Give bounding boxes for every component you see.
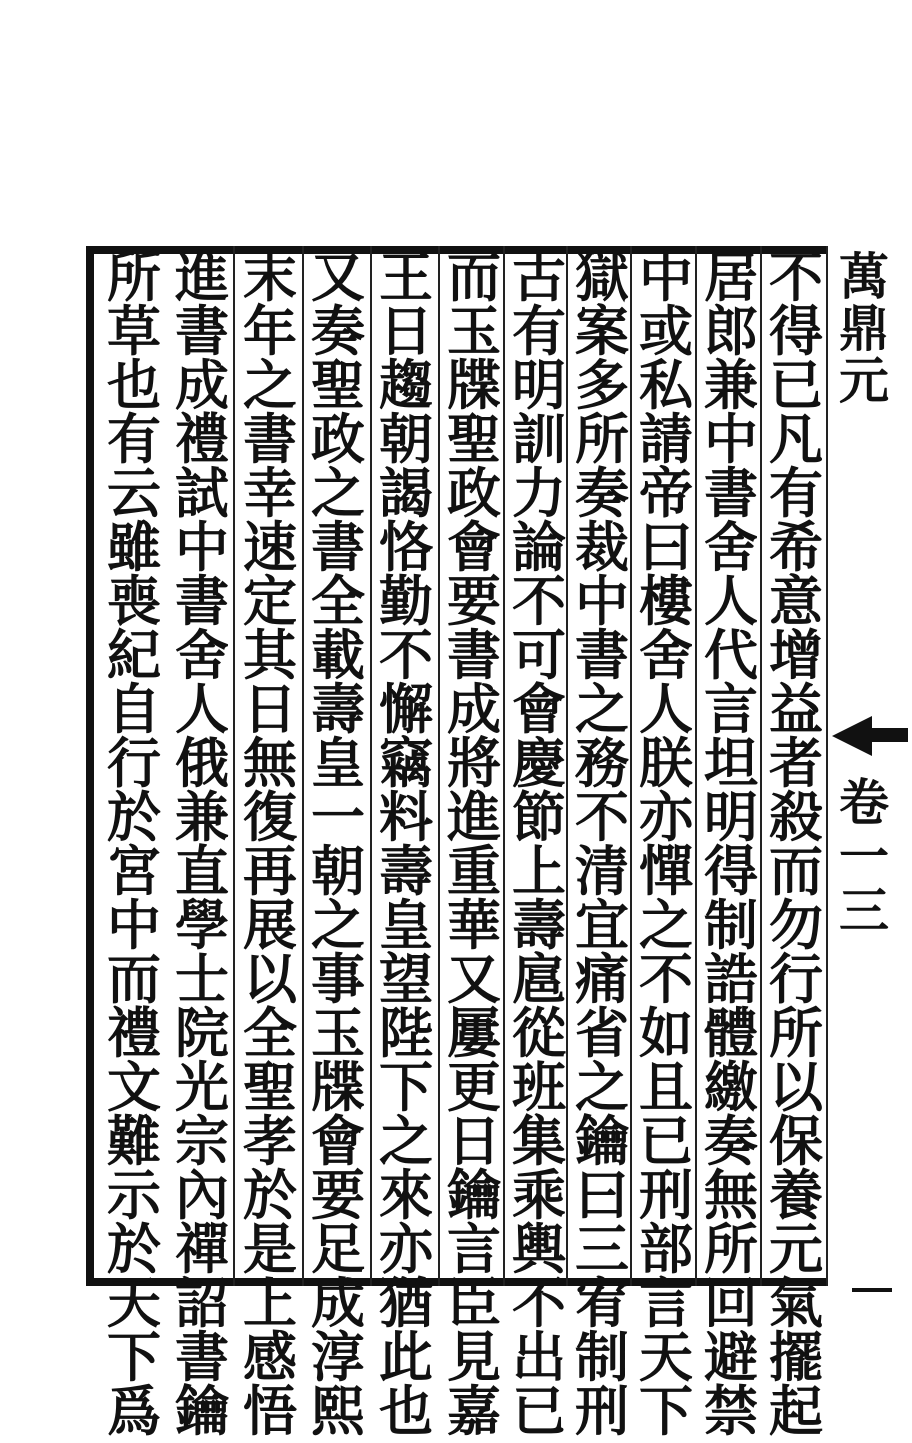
character: 中	[575, 569, 629, 633]
character: 不	[575, 785, 629, 849]
character: 士	[175, 947, 229, 1011]
character: 起	[769, 1379, 823, 1443]
page-margin-block	[832, 240, 908, 1286]
character: 氣	[769, 1271, 823, 1335]
character: 日	[243, 677, 297, 741]
character: 定	[243, 569, 297, 633]
character: 舍	[704, 515, 758, 579]
character: 試	[175, 461, 229, 525]
character: 不	[512, 569, 566, 633]
character: 孝	[243, 1109, 297, 1173]
text-column	[100, 245, 168, 1443]
text-column	[632, 245, 700, 1443]
character: 有	[107, 407, 161, 471]
character: 示	[107, 1163, 161, 1227]
character: 聖	[447, 407, 501, 471]
character: 養	[769, 1163, 823, 1227]
character: 勤	[379, 569, 433, 633]
character: 會	[447, 515, 501, 579]
character: 皇	[311, 731, 365, 795]
character: 不	[512, 1271, 566, 1335]
character: 來	[379, 1163, 433, 1227]
character: 難	[107, 1109, 161, 1173]
character: 竊	[379, 731, 433, 795]
character: 朕	[639, 731, 693, 795]
character: 制	[704, 893, 758, 957]
character: 舍	[175, 623, 229, 687]
character: 朝	[311, 839, 365, 903]
character: 禮	[107, 1001, 161, 1065]
character: 鑰	[575, 1109, 629, 1173]
character: 宗	[175, 1109, 229, 1173]
character: 猶	[379, 1271, 433, 1335]
text-column	[762, 245, 830, 1443]
character: 不	[639, 947, 693, 1011]
character: 書	[175, 299, 229, 363]
character: 牒	[311, 1055, 365, 1119]
text-column	[505, 245, 573, 1443]
character: 痛	[575, 947, 629, 1011]
character: 憚	[639, 839, 693, 903]
character: 再	[243, 839, 297, 903]
character: 日	[447, 1109, 501, 1173]
character: 居	[704, 245, 758, 309]
character: 坦	[704, 731, 758, 795]
character: 淳	[311, 1325, 365, 1389]
character: 鑰	[447, 1163, 501, 1227]
character: 屢	[447, 1001, 501, 1065]
character: 幸	[243, 461, 297, 525]
character: 人	[175, 677, 229, 741]
character: 禪	[175, 1217, 229, 1281]
character: 書	[311, 515, 365, 579]
character: 集	[512, 1109, 566, 1173]
character: 宮	[107, 839, 161, 903]
character: 行	[107, 731, 161, 795]
character: 將	[447, 731, 501, 795]
character: 所	[107, 245, 161, 309]
character: 繳	[704, 1055, 758, 1119]
character: 班	[512, 1055, 566, 1119]
character: 天	[107, 1271, 161, 1335]
character: 明	[704, 785, 758, 849]
character: 詔	[175, 1271, 229, 1335]
text-column	[304, 245, 372, 1443]
character: 會	[311, 1109, 365, 1173]
character: 宥	[575, 1271, 629, 1335]
character: 之	[379, 1109, 433, 1173]
character: 於	[107, 785, 161, 849]
character: 內	[175, 1163, 229, 1227]
character: 復	[243, 785, 297, 849]
character: 成	[311, 1271, 365, 1335]
character: 曰	[575, 1163, 629, 1227]
character: 政	[311, 407, 365, 471]
character: 成	[175, 353, 229, 417]
character: 凡	[769, 407, 823, 471]
character: 所	[704, 1217, 758, 1281]
book-title: 萬鼎元	[831, 250, 890, 406]
character: 聖	[243, 1055, 297, 1119]
character: 料	[379, 785, 433, 849]
character: 載	[311, 623, 365, 687]
character: 刑	[575, 1379, 629, 1443]
character: 裁	[575, 515, 629, 579]
character: 獄	[575, 245, 629, 309]
character: 請	[639, 407, 693, 471]
character: 之	[575, 1055, 629, 1119]
character: 紀	[107, 623, 161, 687]
character: 光	[175, 1055, 229, 1119]
character: 文	[107, 1055, 161, 1119]
character: 且	[639, 1055, 693, 1119]
character: 見	[447, 1325, 501, 1389]
character: 下	[379, 1055, 433, 1119]
character: 末	[243, 245, 297, 309]
character: 禮	[175, 407, 229, 471]
text-column	[236, 245, 304, 1443]
character: 日	[379, 299, 433, 363]
fish-tail-mark-icon	[832, 716, 872, 756]
character: 兼	[175, 785, 229, 849]
character: 直	[175, 839, 229, 903]
character: 趨	[379, 353, 433, 417]
character: 體	[704, 1001, 758, 1065]
character: 喪	[107, 569, 161, 633]
character: 壽	[379, 839, 433, 903]
character: 鑰	[175, 1379, 229, 1443]
character: 牒	[447, 353, 501, 417]
character: 多	[575, 353, 629, 417]
character: 感	[243, 1325, 297, 1389]
character: 是	[243, 1217, 297, 1281]
character: 書	[575, 623, 629, 687]
character: 俄	[175, 731, 229, 795]
character: 宜	[575, 893, 629, 957]
character: 增	[769, 623, 823, 687]
character: 乘	[512, 1163, 566, 1227]
character: 書	[175, 569, 229, 633]
character: 言	[704, 677, 758, 741]
character: 云	[107, 461, 161, 525]
character: 皇	[379, 893, 433, 957]
character: 學	[175, 893, 229, 957]
character: 兼	[704, 353, 758, 417]
character: 已	[639, 1109, 693, 1173]
character: 臣	[447, 1271, 501, 1335]
character: 聖	[311, 353, 365, 417]
character: 制	[575, 1325, 629, 1389]
character: 行	[769, 947, 823, 1011]
character: 之	[575, 677, 629, 741]
character: 雖	[107, 515, 161, 579]
character: 郎	[704, 299, 758, 363]
character: 亦	[639, 785, 693, 849]
character: 又	[447, 947, 501, 1011]
character: 於	[243, 1163, 297, 1227]
character: 玉	[447, 299, 501, 363]
character: 玉	[311, 1001, 365, 1065]
character: 懈	[379, 677, 433, 741]
character: 舍	[639, 623, 693, 687]
character: 力	[512, 461, 566, 525]
character: 古	[512, 245, 566, 309]
character: 全	[311, 569, 365, 633]
character: 刑	[639, 1163, 693, 1227]
character: 有	[769, 461, 823, 525]
page-mark	[852, 1288, 892, 1292]
character: 禁	[704, 1379, 758, 1443]
character: 節	[512, 785, 566, 849]
character: 也	[107, 353, 161, 417]
character: 清	[575, 839, 629, 903]
character: 書	[704, 461, 758, 525]
character: 於	[107, 1217, 161, 1281]
character: 以	[769, 1055, 823, 1119]
character: 草	[107, 299, 161, 363]
character: 無	[704, 1163, 758, 1227]
character: 又	[311, 245, 365, 309]
character: 誥	[704, 947, 758, 1011]
juan-number: 卷一三	[831, 776, 890, 938]
text-column	[168, 245, 236, 1443]
character: 謁	[379, 461, 433, 525]
character: 中	[704, 407, 758, 471]
character: 亦	[379, 1217, 433, 1281]
character: 人	[704, 569, 758, 633]
character: 希	[769, 515, 823, 579]
character: 會	[512, 677, 566, 741]
character: 從	[512, 1001, 566, 1065]
character: 悟	[243, 1379, 297, 1443]
character: 之	[243, 353, 297, 417]
character: 訓	[512, 407, 566, 471]
character: 部	[639, 1217, 693, 1281]
character: 勿	[769, 893, 823, 957]
character: 而	[447, 245, 501, 309]
character: 已	[769, 353, 823, 417]
character: 下	[639, 1379, 693, 1443]
character: 不	[769, 245, 823, 309]
character: 擺	[769, 1325, 823, 1389]
character: 成	[447, 677, 501, 741]
character: 中	[639, 245, 693, 309]
fish-tail-bar	[872, 728, 908, 742]
character: 言	[639, 1271, 693, 1335]
character: 輿	[512, 1217, 566, 1281]
character: 上	[243, 1271, 297, 1335]
character: 如	[639, 1001, 693, 1065]
character: 書	[175, 1325, 229, 1389]
character: 政	[447, 461, 501, 525]
character: 嘉	[447, 1379, 501, 1443]
character: 上	[512, 839, 566, 903]
character: 重	[447, 839, 501, 903]
character: 意	[769, 569, 823, 633]
character: 代	[704, 623, 758, 687]
character: 案	[575, 299, 629, 363]
character: 避	[704, 1325, 758, 1389]
character: 人	[639, 677, 693, 741]
text-column	[440, 245, 508, 1443]
character: 事	[311, 947, 365, 1011]
character: 論	[512, 515, 566, 579]
character: 樓	[639, 569, 693, 633]
character: 帝	[639, 461, 693, 525]
character: 其	[243, 623, 297, 687]
character: 私	[639, 353, 693, 417]
character: 速	[243, 515, 297, 579]
character: 要	[447, 569, 501, 633]
character: 之	[311, 461, 365, 525]
character: 也	[379, 1379, 433, 1443]
character: 進	[447, 785, 501, 849]
character: 書	[243, 407, 297, 471]
character: 熙	[311, 1379, 365, 1443]
character: 奏	[704, 1109, 758, 1173]
text-column	[697, 245, 765, 1443]
character: 保	[769, 1109, 823, 1173]
character: 之	[311, 893, 365, 957]
character: 已	[512, 1379, 566, 1443]
character: 恪	[379, 515, 433, 579]
character: 曰	[639, 515, 693, 579]
character: 足	[311, 1217, 365, 1281]
character: 院	[175, 1001, 229, 1065]
character: 殺	[769, 785, 823, 849]
text-column	[372, 245, 440, 1443]
character: 得	[769, 299, 823, 363]
character: 出	[512, 1325, 566, 1389]
character: 此	[379, 1325, 433, 1389]
character: 望	[379, 947, 433, 1011]
character: 王	[379, 245, 433, 309]
character: 可	[512, 623, 566, 687]
character: 回	[704, 1271, 758, 1335]
character: 以	[243, 947, 297, 1011]
character: 奏	[311, 299, 365, 363]
character: 奏	[575, 461, 629, 525]
character: 有	[512, 299, 566, 363]
character: 或	[639, 299, 693, 363]
character: 要	[311, 1163, 365, 1227]
character: 省	[575, 1001, 629, 1065]
character: 不	[379, 623, 433, 687]
character: 中	[175, 515, 229, 579]
character: 慶	[512, 731, 566, 795]
character: 朝	[379, 407, 433, 471]
character: 者	[769, 731, 823, 795]
character: 陛	[379, 1001, 433, 1065]
character: 無	[243, 731, 297, 795]
character: 益	[769, 677, 823, 741]
character: 所	[769, 1001, 823, 1065]
character: 自	[107, 677, 161, 741]
character: 年	[243, 299, 297, 363]
character: 所	[575, 407, 629, 471]
character: 中	[107, 893, 161, 957]
character: 壽	[512, 893, 566, 957]
character: 扈	[512, 947, 566, 1011]
character: 三	[575, 1217, 629, 1281]
character: 書	[447, 623, 501, 687]
character: 而	[107, 947, 161, 1011]
character: 言	[447, 1217, 501, 1281]
character: 下	[107, 1325, 161, 1389]
character: 進	[175, 245, 229, 309]
character: 而	[769, 839, 823, 903]
character: 一	[311, 785, 365, 849]
character: 華	[447, 893, 501, 957]
text-column	[568, 245, 636, 1443]
character: 得	[704, 839, 758, 903]
character: 展	[243, 893, 297, 957]
character: 壽	[311, 677, 365, 741]
character: 務	[575, 731, 629, 795]
character: 之	[639, 893, 693, 957]
character: 天	[639, 1325, 693, 1389]
character: 爲	[107, 1379, 161, 1443]
character: 明	[512, 353, 566, 417]
character: 元	[769, 1217, 823, 1281]
character: 更	[447, 1055, 501, 1119]
character: 全	[243, 1001, 297, 1065]
